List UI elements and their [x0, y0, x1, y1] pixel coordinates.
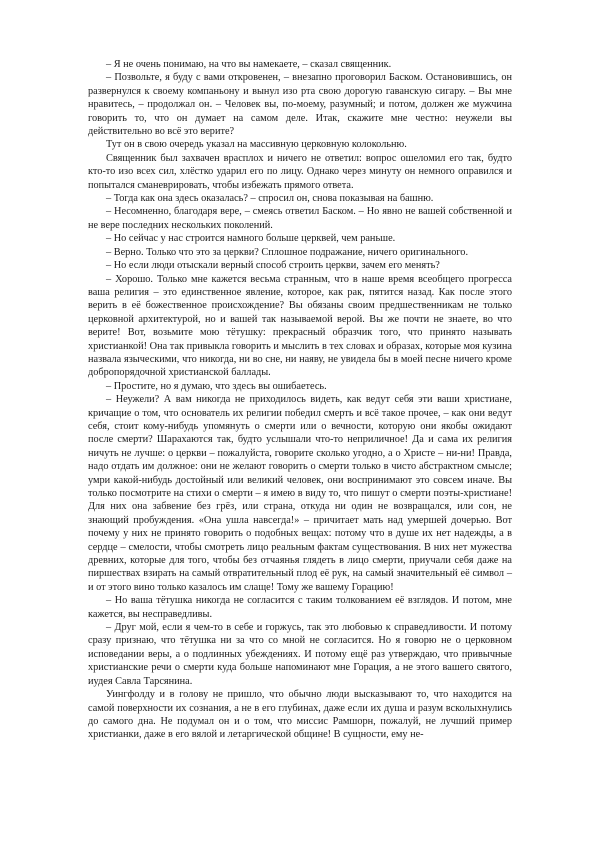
paragraph: Уингфолду и в голову не пришло, что обычно люди высказывают то, что находится на самой поверхности их сознания, а не в его глубинах, даже если их душа и разум всколыхнулись до самого дна. Не подумал он и о том, что миссис Рамшорн, пожалуй, не лучший пример христианки, даже в его вялой и летаргической общине! В сущности, ему не- [88, 689, 512, 741]
paragraph: – Но если люди отыскали верный способ строить церкви, зачем его менять? [106, 260, 440, 272]
paragraph: – Но ваша тётушка никогда не согласится с таким толкованием её взглядов. И потом, мне кажется, вы несправедливы. [88, 595, 512, 620]
paragraph: – Позвольте, я буду с вами откровенен, – внезапно проговорил Баском. Остановившись, он развернулся к своему компаньону и вынул изо рта свою дорогую гаванскую сигару. – Вы мне нравитесь, – продолжал он. – Человек вы, по-моему, разумный; и потом, должен же мужчина говорить то, что он думает на самом деле. Итак, скажите мне честно: неужели вы действительно во всё это верите? [88, 72, 512, 138]
paragraph: – Верно. Только что это за церкви? Сплошное подражание, ничего оригинального. [106, 246, 469, 258]
book-page [88, 58, 512, 742]
paragraph: – Неужели? А вам никогда не приходилось видеть, как ведут себя эти ваши христиане, кричащие о том, что основатель их религии победил смерть и всё такое прочее, – как они ведут себя, стоит кому-нибудь упомянуть о смерти или о вечности, которую они якобы ожидают после смерти? Шарахаются так, будто услышали что-то неприличное! Да и сама их религия ничуть не лучше: о церкви – пожалуйста, говорите сколько угодно, а о Христе – ни-ни! Правда, надо отдать им должное: они не желают говорить о смерти только в чисто абстрактном смысле; умри какой-нибудь достойный или великий человек, они воспринимают это совсем иначе. Вы только посмотрите на стихи о смерти – я имею в виду то, что пишут о смерти поэты-христиане! Для них она забвение без грёз, или страна, откуда ни один не возвращался, или сон, не знающий пробуждения. «Она ушла навсегда!» – причитает мать над умершей дочерью. Вот почему у них не принято говорить о подобных вещах: потому что в душе их нет надежды, а в сердце – смелости, чтобы смотреть лицо реальным фактам существования. В них нет мужества древних, которые для того, чтобы без отчаянья глядеть в лицо смерти, приучали себя даже на пиршествах взирать на самый отвратительный плод её рук, на самый значительный её символ – и от этого вино только казалось им слаще! Тому же вашему Горацию! [88, 394, 512, 593]
paragraph: Священник был захвачен врасплох и ничего не ответил: вопрос ошеломил его так, будто кто-то изо всех сил, хлёстко ударил его по лицу. Однако через минуту он немного оправился и попытался сманеврировать, чтобы избежать прямого ответа. [88, 152, 512, 191]
paragraph: – Простите, но я думаю, что здесь вы ошибаетесь. [106, 380, 327, 392]
paragraph: – Несомненно, благодаря вере, – смеясь ответил Баском. – Но явно не вашей собственной и не вере последних нескольких поколений. [88, 206, 512, 231]
paragraph: – Тогда как она здесь оказалась? – спросил он, снова показывая на башню. [106, 193, 434, 205]
paragraph: – Я не очень понимаю, на что вы намекаете, – сказал священник. [106, 59, 392, 70]
paragraph: – Друг мой, если я чем-то в себе и горжусь, так это любовью к справедливости. И потому сразу признаю, что тётушка ни за что со мной не согласится. Но я говорю не о церковном исповедании веры, а о подлинных убеждениях. И потому ещё раз утверждаю, что привычные христианские речи о смерти куда больше напоминают мне Горация, а не этого вашего святого, иудея Савла Тарсянина. [88, 622, 512, 687]
paragraph: – Но сейчас у нас строится намного больше церквей, чем раньше. [106, 233, 396, 245]
paragraph: Тут он в свою очередь указал на массивную церковную колокольню. [106, 139, 407, 151]
paragraph: – Хорошо. Только мне кажется весьма странным, что в наше время всеобщего прогресса ваша религия – это единственное явление, которое, как рак, пятится назад. Как после этого верить в её божественное происхождение? Вы обязаны своим предшественникам не только церковной архитектурой, но и вашей так называемой верой. Вы же почти не знаете, во что верите! Вот, возьмите мою тётушку: прекрасный образчик того, что принято называть христианкой! Она так привыкла говорить и мыслить в тех словах и образах, которые моя кузина назвала языческими, что никогда, ни во сне, ни наяву, не увидела бы в моей песне ничего кроме добропорядочной христианской баллады. [88, 273, 512, 379]
